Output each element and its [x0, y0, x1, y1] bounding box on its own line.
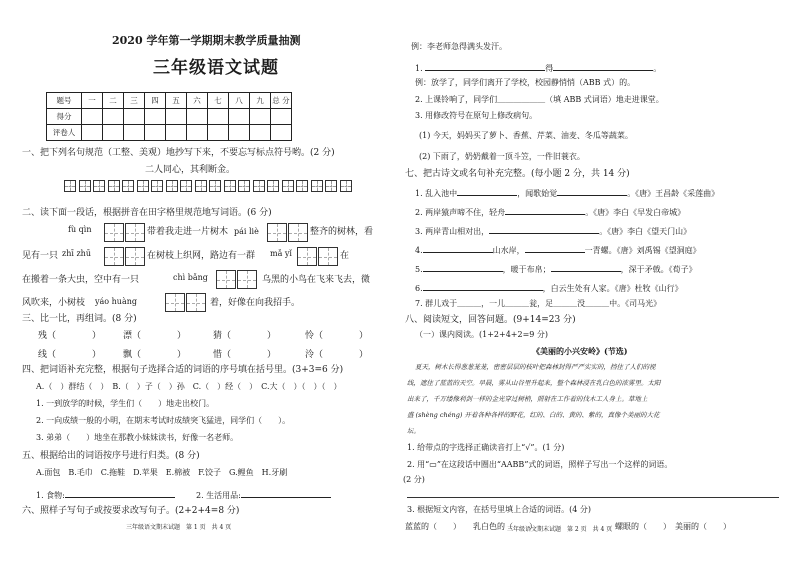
- grader-row: 评卷人: [47, 125, 292, 141]
- q8-title: 八、阅读短文，回答问题。(9+14=23 分): [405, 315, 576, 325]
- q3-title: 三、比一比，再组词。(8 分): [22, 314, 137, 324]
- passage-line-2: 线，遮住了蓝蓝的天空。早晨，雾从山谷里升起来，整个森林浸在乳白色的浓雾里。太阳: [407, 379, 661, 387]
- q2-pinyin-yaohuang: yáo huàng: [95, 297, 137, 306]
- sick-sentence-2: (2) 下雨了，奶奶戴着一顶斗笠，一件旧蓑衣。: [419, 152, 585, 161]
- exam-subtitle: 三年级语文试题: [153, 58, 279, 78]
- q1-title: 一、把下列名句规范（工整、美观）地抄写下来，不要忘写标点符号哟。(2 分): [22, 148, 335, 158]
- passage-title: 《美丽的小兴安岭》(节选): [532, 346, 628, 356]
- passage-line-5: 坛。: [407, 427, 420, 435]
- q2-pinyin-zhizhu: zhī zhū: [62, 249, 91, 258]
- q4-sentence-1: 1. 一到放学的时候，学生们（ ）地走出校门。: [36, 399, 215, 408]
- q1-writing-grid[interactable]: [64, 180, 354, 192]
- poem-4: 4. 山水岸， 一青螺。《唐》刘禹锡《望洞庭》: [415, 246, 701, 255]
- q2-pinyin-mayi: mǎ yǐ: [270, 249, 292, 258]
- poem-6: 6. ，白云生处有人家。《唐》杜牧《山行》: [415, 284, 683, 293]
- poem-1: 1. 乱入池中 ，闻歌始觉 。《唐》王昌龄《采莲曲》: [415, 189, 720, 198]
- left-page: 2020 学年第一学期期末教学质量抽测 三年级语文试题 题号 一 二 三 四 五 六 七 八 九 总 分 得分 评卷人 一、把下列名句规范（工整、美观）地抄写下来，不要忘写标点符号哟。(2 分) 二人同心，其利断金。 二、读下面一段话，根据拼音在田字格里规范地写词语。(6 分) fù qìn 带着我走进一片树木 pái liè 整齐的树林，看 见有一只 zhī zhū 在树枝上织网，路边有一群 mǎ yǐ 在 在搬着一条大虫，空中有一只 chì bǎng 乌黑的小鸟在飞来飞去，微 风吹来，小树枝 yáo huàng 着，好像在向我招手。 三、比一比，再组词。(8 分) 残（ ） 漂（ ） 猜（ ） 怜（ ） 线（ ） 飘（ ） 惜（ ） 泠（ ） 四、把词语补充完整，根据句子选择合适的词语的序号填在括号里。(3+3=6 分) A.（ ）群结（ ） B.（ ）子（ ）孙 C.（ ）经（ ） C.大（ ）（ ）（ ） 1. 一到放学的时候，学生们（ ）地走出校门。 2. 一向成绩一般的小明，在期末考试时成绩突飞猛进，同学们（ ）。 3. 弟弟（ ）地坐在那教小妹妹读书，好像一名老师。 五、根据给出的词语按序号进行归类。(8 分) A.面包 B.毛巾 C.拖鞋 D.苹果 E.棉被 F.饺子 G.鲤鱼 H.牙刷 1. 食物: 2. 生活用品: 六、照样子写句子或按要求改写句子。(2+2+4=8 分) 三年级语文期末试题 第 1 页 共 4 页: [22, 34, 374, 531]
- footer-page-1: 三年级语文期末试题 第 1 页 共 4 页: [126, 524, 232, 531]
- q2-box-zhizhu[interactable]: [104, 247, 146, 266]
- q1-sentence: 二人同心，其利断金。: [145, 165, 236, 175]
- footer-page-2: 三年级语文期末试题 第 2 页 共 4 页: [507, 526, 613, 533]
- q4-sentence-2: 2. 一向成绩一般的小明，在期末考试时成绩突飞猛进，同学们（ ）。: [36, 416, 291, 425]
- sick-sentence-1: (1) 今天，妈妈买了萝卜、香蕉、芹菜、油麦、冬瓜等蔬菜。: [419, 131, 633, 140]
- item-1: 1. 给带点的字选择正确读音打上“√”。(1 分): [407, 443, 565, 452]
- passage-line-3: 出来了，千万缕像利剑一样的金光穿过树梢，照射在工作着的伐木工人身上。草地上: [407, 395, 648, 403]
- q2-box-yaohuang[interactable]: [165, 293, 207, 312]
- q8-sub: （一）课内阅读。(1+2+4+2=9 分): [415, 330, 549, 339]
- q7-title: 七、把古诗文或名句补充完整。(每小题 2 分，共 14 分): [405, 169, 630, 179]
- exam-title: 2020 学年第一学期期末教学质量抽测: [112, 34, 301, 47]
- poem-5: 5. ，暖于布帛； ，深于矛戟。《荀子》: [415, 265, 697, 274]
- right-page: [397, 0, 794, 561]
- item-3: 3. 根据短文内容，在括号里填上合适的词语。(4 分): [407, 505, 592, 514]
- passage-line-1: 夏天，树木长得葱葱茏茏，密密层层的枝叶把森林封得严严实实的，挡住了人们的视: [415, 363, 656, 371]
- rewrite-3: 3. 用修改符号在原句上修改病句。: [415, 111, 538, 120]
- q5-items: A.面包 B.毛巾 C.拖鞋 D.苹果 E.棉被 F.饺子 G.鲤鱼 H.牙刷: [36, 468, 288, 477]
- example-2: 例：放学了，同学们离开了学校，校园静悄悄（ABB 式）的。: [415, 78, 636, 87]
- poem-2: 2. 两岸猿声啼不住，轻舟 。《唐》李白《早发白帝城》: [415, 208, 686, 217]
- item-2-answer-line[interactable]: [407, 497, 779, 498]
- q2-box-pailie[interactable]: [267, 223, 309, 242]
- q2-title: 二、读下面一段话，根据拼音在田字格里规范地写词语。(6 分): [22, 208, 272, 218]
- q2-pinyin-chibang: chì bǎng: [173, 273, 208, 282]
- q5-category-daily: 2. 生活用品:: [196, 489, 331, 500]
- poem-7: 7. 群儿戏于＿＿＿，一儿＿＿＿瓮，足＿＿＿没＿＿＿中。《司马光》: [415, 299, 662, 308]
- q2-box-mayi[interactable]: [297, 247, 339, 266]
- score-row: 得分: [47, 109, 292, 125]
- q5-title: 五、根据给出的词语按序号进行归类。(8 分): [22, 451, 200, 461]
- q4-sentence-3: 3. 弟弟（ ）地坐在那教小妹妹读书，好像一名老师。: [36, 433, 239, 442]
- score-header-row: 题号 一 二 三 四 五 六 七 八 九 总 分: [47, 93, 292, 109]
- q6-title: 六、照样子写句子或按要求改写句子。(2+2+4=8 分): [22, 506, 240, 516]
- q2-box-chibang[interactable]: [216, 270, 258, 289]
- q4-title: 四、把词语补充完整，根据句子选择合适的词语的序号填在括号里。(3+3=6 分): [22, 365, 344, 375]
- q2-pinyin-pailie: pái liè: [234, 227, 259, 236]
- rewrite-2: 2. 上课铃响了，同学们＿＿＿＿＿＿（填 ABB 式词语）地走进课堂。: [415, 95, 664, 104]
- q4-options: A.（ ）群结（ ） B.（ ）子（ ）孙 C.（ ）经（ ） C.大（ ）（ ）（ ）: [36, 382, 342, 391]
- q2-pinyin-fuqin: fù qìn: [68, 225, 92, 234]
- rewrite-1: 1. 得 。: [415, 64, 662, 73]
- passage-line-4: 盛 (shèng chéng) 开着各种各样的野花，红的、白的、黄的、紫的，真像个美丽的大花: [407, 411, 660, 419]
- item-2: 2. 用“▭”在这段话中圈出“AABB”式的词语，照样子写出一个这样的词语。: [407, 460, 673, 469]
- item-2-score: (2 分): [403, 475, 425, 484]
- item-3-blanks-b: 螺眼的（ ） 美丽的（ ）: [615, 522, 731, 531]
- score-table: [46, 92, 292, 141]
- example-1: 例：李老师急得满头发汗。: [411, 42, 507, 51]
- q2-box-fuqin[interactable]: [104, 223, 146, 242]
- poem-3: 3. 两岸青山相对出， 。《唐》李白《望天门山》: [415, 227, 692, 236]
- item-3-blanks-a: 蓝蓝的（ ） 乳白色的（ ）: [405, 522, 537, 531]
- q5-category-food: 1. 食物:: [36, 489, 175, 500]
